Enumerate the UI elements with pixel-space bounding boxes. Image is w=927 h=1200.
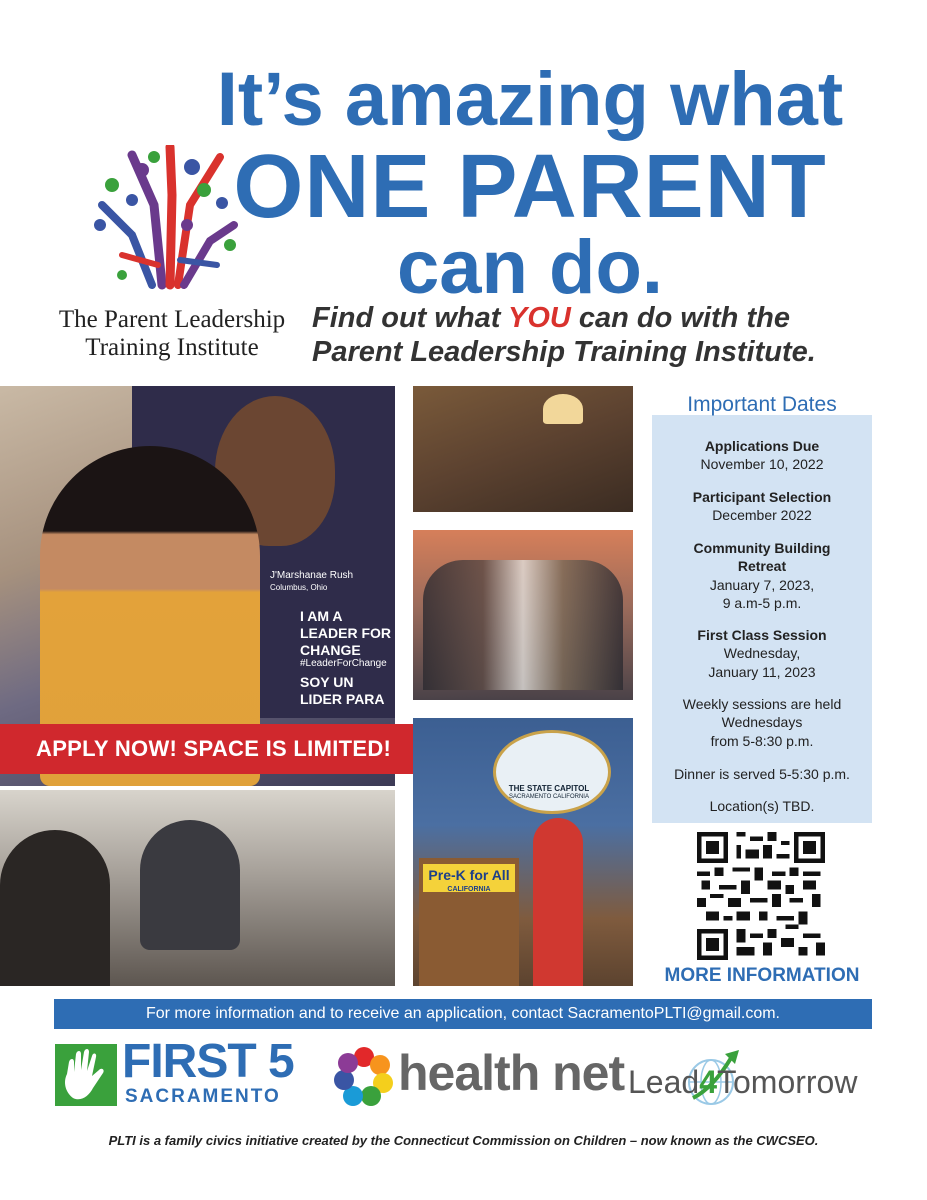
date-value: December 2022 (712, 507, 812, 524)
poster-slogan-line-2: LEADER FOR (300, 624, 391, 641)
date-first-class (652, 626, 872, 681)
capitol-sign-sub: SACRAMENTO CALIFORNIA (509, 794, 589, 800)
speaker-figure (533, 818, 583, 986)
poster-slogan-line-3: CHANGE (300, 641, 361, 658)
capitol-sign-text: THE STATE CAPITOL (508, 784, 590, 793)
plti-tree-logo-icon (92, 145, 242, 295)
participant-figure (140, 820, 240, 950)
important-dates-title: Important Dates (687, 393, 837, 416)
qr-code-icon[interactable] (697, 832, 825, 960)
capitol-seal (493, 730, 611, 814)
date-value: November 10, 2022 (700, 456, 824, 473)
plti-logo-line-2: Training Institute (85, 333, 259, 361)
lead4tomorrow-logo-text (628, 1066, 857, 1098)
state-capitol-photo (413, 718, 633, 986)
poster-name: J'Marshanae Rush (270, 570, 354, 581)
weekly-sessions-note (652, 695, 872, 750)
l4t-lead: Lead (628, 1064, 700, 1100)
date-value: January 11, 2023 (708, 663, 816, 680)
poster-spanish-line-1: SOY UN (300, 674, 354, 691)
headline-line-1: It’s amazing what (216, 57, 844, 142)
date-community-retreat (652, 539, 872, 613)
date-value: January 7, 2023, (709, 576, 815, 593)
first5-hand-icon (55, 1044, 117, 1106)
healthnet-logo-text: health net (398, 1045, 625, 1101)
contact-text[interactable]: For more information and to receive an application, contact SacramentoPLTI@gmail.com. (145, 1005, 780, 1022)
lamp-shape (543, 394, 583, 424)
headline-line-2: ONE PARENT (233, 137, 827, 237)
plti-logo-text (52, 306, 292, 361)
poster-slogan (300, 608, 395, 708)
note-line: from 5-8:30 p.m. (710, 732, 814, 749)
podium-sign-sub: CALIFORNIA (447, 886, 491, 893)
note-line: Weekly sessions are held (682, 696, 842, 712)
l4t-tomorrow: Tomorrow (716, 1064, 858, 1100)
important-dates-panel (652, 415, 872, 823)
subheadline (312, 302, 892, 336)
poster-hashtag: #LeaderForChange (300, 658, 387, 670)
date-label: Community Building Retreat (693, 540, 831, 575)
subheadline-emphasis: YOU (508, 302, 571, 334)
poster-slogan-line-1: I AM A (300, 608, 343, 624)
group-figures (423, 560, 623, 690)
date-value: 9 a.m-5 p.m. (722, 595, 802, 612)
l4t-four: 4 (699, 1064, 717, 1100)
headline-line-3: can do. (396, 225, 664, 310)
podium-sign: Pre-K for All (423, 864, 515, 892)
participant-figure (0, 830, 110, 986)
poster-spanish-line-2: LIDER PARA (300, 691, 385, 708)
apply-banner-text: APPLY NOW! SPACE IS LIMITED! (36, 736, 392, 761)
subheadline-part-1: Find out what (312, 302, 508, 334)
more-information-label[interactable]: MORE INFORMATION (664, 965, 860, 986)
meeting-room-photo (413, 386, 633, 512)
subheadline-line-2: Parent Leadership Training Institute. (312, 336, 816, 368)
footer-note: PLTI is a family civics initiative created by the Connecticut Commission on Children – now known as the CWCSEO. (108, 1133, 819, 1148)
date-label: Applications Due (704, 438, 820, 454)
date-value: Wednesday, (723, 645, 801, 662)
date-applications-due (652, 437, 872, 474)
poster-location: Columbus, Ohio (270, 583, 328, 592)
location-note: Location(s) TBD. (709, 798, 815, 814)
date-label: Participant Selection (692, 489, 832, 505)
subheadline-part-2: can do with the (570, 302, 790, 334)
date-label: First Class Session (697, 627, 827, 643)
first5-logo-text: FIRST 5 (122, 1035, 294, 1088)
healthnet-logo-icon (333, 1045, 395, 1107)
note-line: Wednesdays (721, 714, 803, 731)
first5-logo-sub: SACRAMENTO (125, 1086, 281, 1107)
group-table-photo (0, 790, 395, 986)
plti-logo-line-1: The Parent Leadership (58, 306, 286, 333)
group-standing-photo (413, 530, 633, 700)
dinner-note: Dinner is served 5-5:30 p.m. (674, 766, 850, 782)
date-participant-selection (652, 488, 872, 525)
